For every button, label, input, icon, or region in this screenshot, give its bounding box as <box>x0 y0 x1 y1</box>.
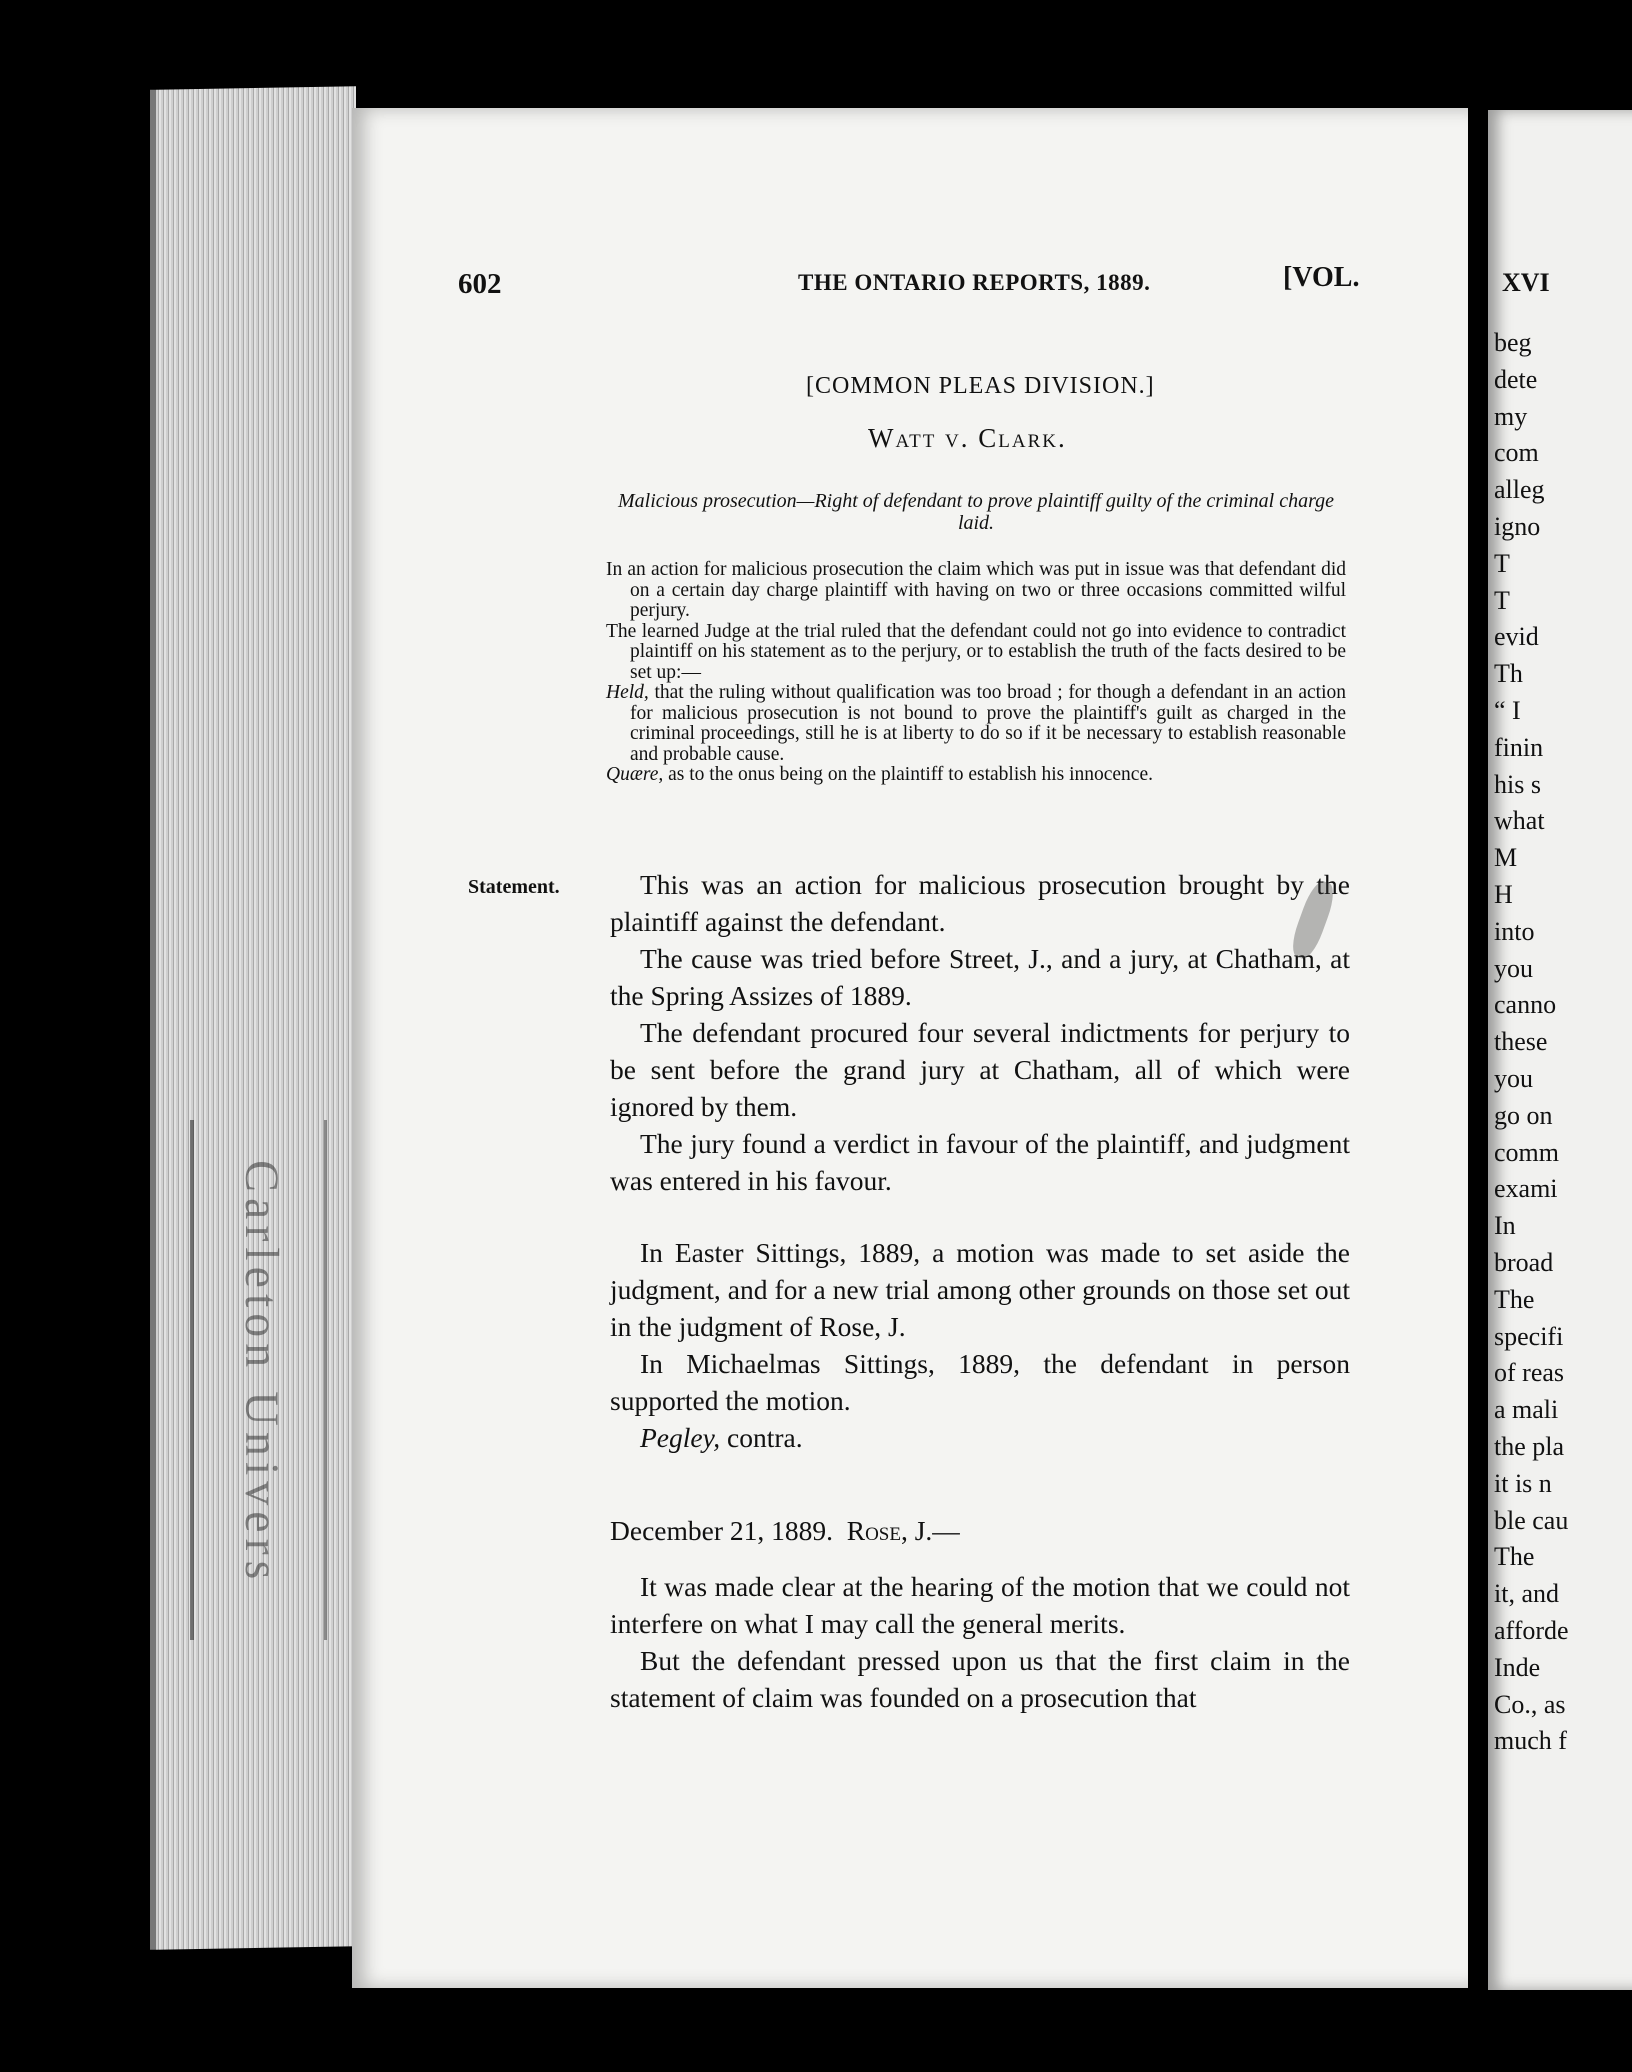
judgment-date: December 21, 1889. <box>610 1515 833 1546</box>
headnote-held-text: that the ruling without qualification was too broad ; for though a defendant in an action for malicious prosecution is not bound to prove the plaintiff's guilt as charged in the criminal proceedings, still he is at liberty to do so if it be necessary to establish reasonable and probable cause. <box>630 682 1346 765</box>
proceedings-section <box>610 1234 1350 1456</box>
right-page-line: much f <box>1494 1726 1567 1756</box>
counsel-line <box>610 1419 1350 1456</box>
right-page-line: com <box>1494 438 1539 468</box>
right-page-line: T <box>1494 548 1510 578</box>
statement-para: The defendant procured four several indictments for perjury to be sent before the grand jury at Chatham, all of which were ignored by them. <box>610 1017 1350 1122</box>
case-title: Watt v. Clark. <box>868 423 1067 453</box>
judgment-para: But the defendant pressed upon us that the first claim in the statement of claim was founded on a prosecution that <box>610 1645 1350 1713</box>
right-page-line: afforde <box>1494 1616 1569 1645</box>
held-label: Held, <box>606 682 649 703</box>
proceedings-para: In Michaelmas Sittings, 1889, the defendant in person supported the motion. <box>610 1348 1350 1416</box>
statement-para: This was an action for malicious prosecution brought by the plaintiff against the defendant. <box>610 869 1350 937</box>
right-page-line: broad <box>1494 1248 1554 1277</box>
right-page-line: evid <box>1494 622 1539 652</box>
right-page-line: you <box>1494 1064 1533 1093</box>
book-edge <box>150 86 356 1950</box>
right-page-line: Inde <box>1494 1652 1541 1682</box>
right-page-line: it is n <box>1494 1468 1552 1498</box>
right-page-line: M <box>1494 843 1518 873</box>
judge-name: Rose, J.— <box>846 1515 960 1546</box>
right-page-header: XVI <box>1502 268 1550 297</box>
right-page-line: exami <box>1494 1174 1558 1204</box>
judgment-para: It was made clear at the hearing of the motion that we could not interfere on what I may call the general merits. <box>610 1571 1350 1639</box>
quaere-label: Quære, <box>606 764 664 785</box>
headnote-para <box>606 683 1346 765</box>
right-page-line: his s <box>1494 769 1541 799</box>
statement-para: The cause was tried before Street, J., and a jury, at Chatham, at the Spring Assizes of 1889. <box>610 943 1350 1011</box>
right-page-line: of reas <box>1494 1358 1565 1388</box>
counsel-role: contra. <box>727 1422 803 1453</box>
right-page-line: beg <box>1494 328 1532 357</box>
right-page-line: ble cau <box>1494 1505 1569 1535</box>
right-page-line: igno <box>1494 512 1541 541</box>
judgment-section <box>610 1568 1350 1716</box>
right-page-line: into <box>1494 916 1535 946</box>
headnote-para: In an action for malicious prosecution the claim which was put in issue was that defendant did on a certain day charge plaintiff with having on two or three occasions committed wilful perjury. <box>606 559 1346 621</box>
right-page-line: alleg <box>1494 475 1545 505</box>
right-page-line: “ I <box>1494 696 1521 725</box>
page-number: 602 <box>458 268 502 300</box>
right-page <box>1488 110 1632 1990</box>
right-page-line: these <box>1494 1027 1548 1057</box>
right-page-line: The <box>1494 1284 1535 1314</box>
division-heading: [COMMON PLEAS DIVISION.] <box>806 373 1155 399</box>
right-page-line: the pla <box>1494 1432 1565 1461</box>
volume-label: [VOL. <box>1283 262 1360 293</box>
right-page-line: a mali <box>1494 1395 1559 1425</box>
subject-line: Malicious prosecution—Right of defendant to prove plaintiff guilty of the criminal charge laid. <box>617 490 1334 534</box>
headnote-quaere-text: as to the onus being on the plaintiff to establish his innocence. <box>668 764 1153 785</box>
right-page-line: what <box>1494 806 1545 836</box>
sidenote-statement: Statement. <box>468 876 560 898</box>
right-page-line: Co., as <box>1494 1689 1566 1719</box>
headnote-para: The learned Judge at the trial ruled that the defendant could not go into evidence to contradict plaintiff on his statement as to the perjury, or to establish the truth of the facts desired to be set up:— <box>606 620 1346 683</box>
judgment-heading <box>610 1512 1350 1549</box>
headnote-para <box>606 765 1346 786</box>
right-page-line: you <box>1494 953 1533 983</box>
proceedings-para: In Easter Sittings, 1889, a motion was made to set aside the judgment, and for a new trial among other grounds on those set out in the judgment of Rose, J. <box>610 1237 1350 1342</box>
right-page-line: my <box>1494 401 1528 431</box>
counsel-name: Pegley, <box>640 1422 721 1453</box>
right-page-line: comm <box>1494 1137 1559 1167</box>
right-page-line: In <box>1494 1211 1516 1241</box>
right-page-line: canno <box>1494 990 1557 1020</box>
library-stamp: Carleton Univers <box>190 1120 327 1640</box>
right-page-line: specifi <box>1494 1321 1564 1351</box>
right-page-line: The <box>1494 1542 1535 1572</box>
statement-section <box>610 866 1350 1199</box>
judgment-heading-line <box>610 1512 1350 1549</box>
headnote <box>606 560 1346 786</box>
right-page-line: it, and <box>1494 1579 1559 1609</box>
right-page-line: H <box>1494 880 1513 909</box>
right-page-line: finin <box>1494 732 1544 762</box>
right-page-line: dete <box>1494 364 1538 394</box>
right-page-line: T <box>1494 585 1510 615</box>
statement-para: The jury found a verdict in favour of the plaintiff, and judgment was entered in his favour. <box>610 1128 1350 1196</box>
right-page-line: go on <box>1494 1100 1553 1130</box>
running-head: THE ONTARIO REPORTS, 1889. <box>798 270 1151 295</box>
right-page-line: Th <box>1494 659 1523 689</box>
